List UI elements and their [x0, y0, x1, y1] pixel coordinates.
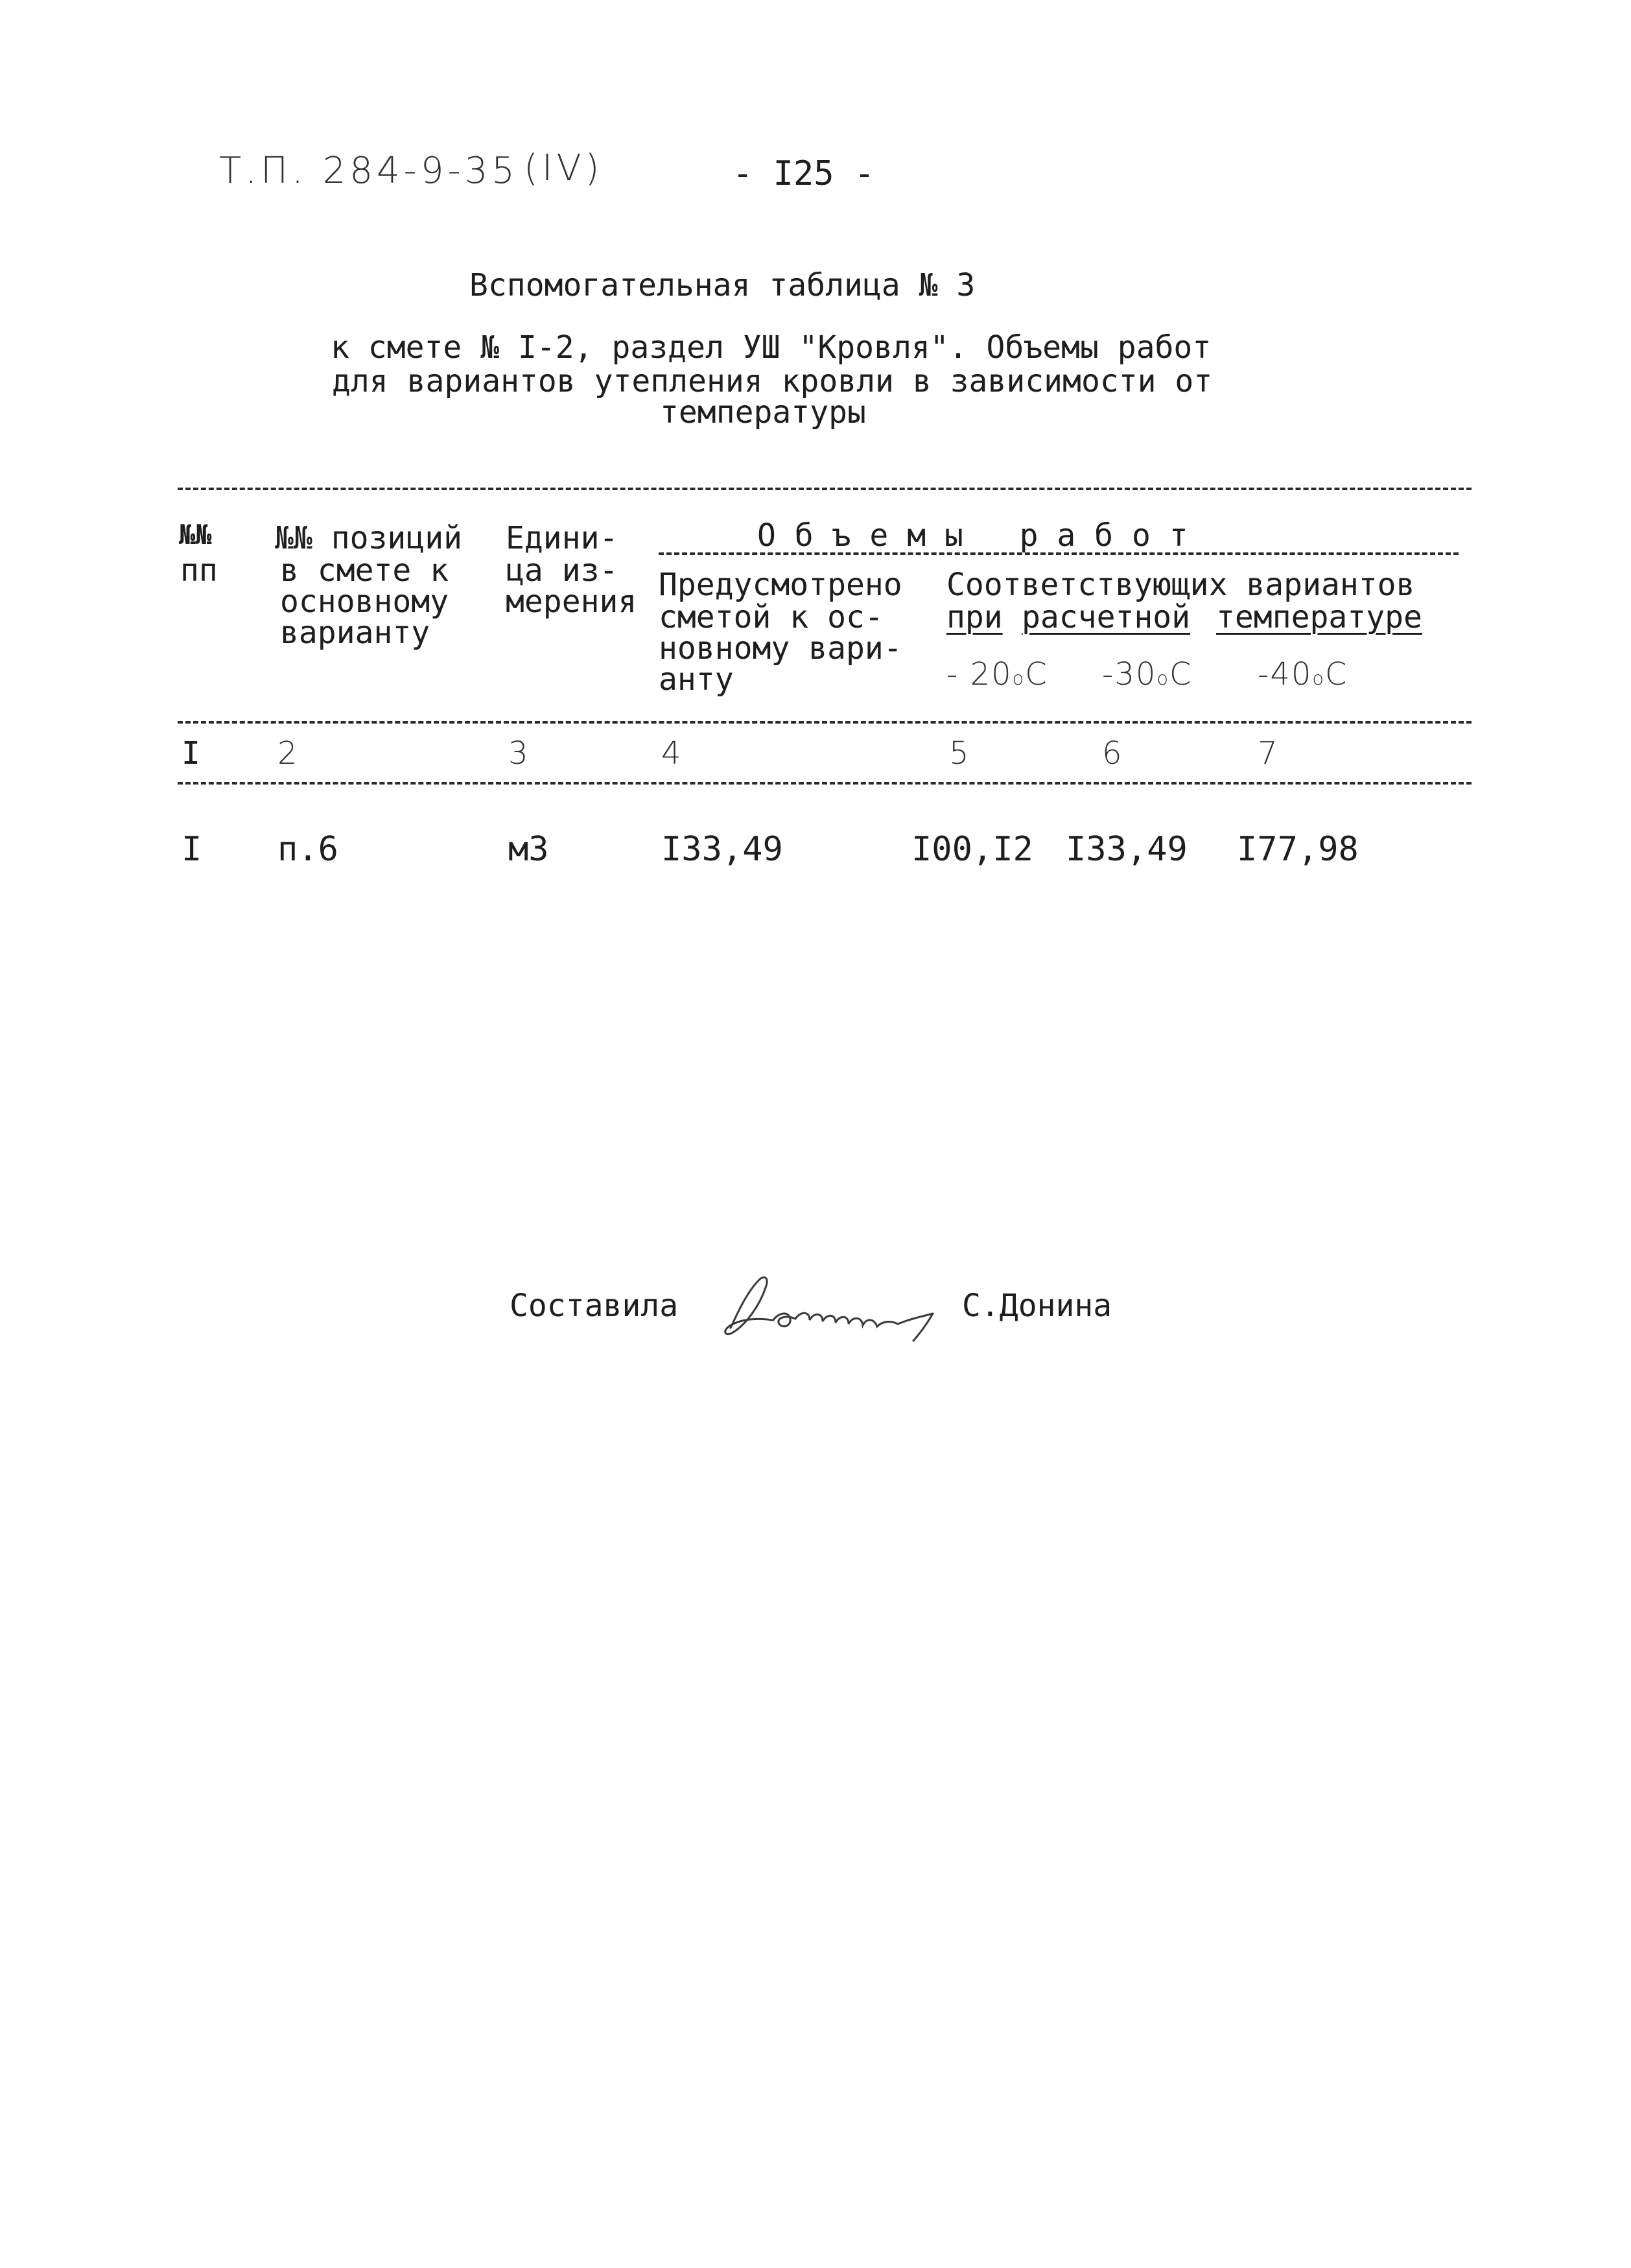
header-variants-word-temperature: температуре	[1216, 599, 1422, 635]
header-col-position-line-3: основному	[280, 584, 449, 620]
subtitle-line-3: температуры	[660, 394, 866, 431]
header-variants-word-pri: при	[946, 599, 1003, 635]
column-number: 3	[508, 735, 532, 772]
header-col-unit-line-1: Едини-	[506, 520, 618, 556]
cell-position: п.6	[277, 830, 338, 869]
header-col-number-line-1: №№	[179, 519, 212, 550]
page-number: - I25 -	[733, 154, 875, 193]
column-number: 7	[1258, 735, 1282, 772]
document-code: Т.П. 284-9-35	[219, 150, 519, 192]
header-col-unit-line-3: мерения	[506, 584, 637, 620]
header-col-unit-line-2: ца из-	[506, 552, 618, 589]
cell-volume-minus-30: I33,49	[1066, 830, 1188, 869]
header-col-position-line-1: №№ позиций	[275, 520, 462, 556]
cell-unit: м3	[508, 830, 549, 869]
header-bottom-rule	[178, 721, 1472, 724]
header-col-planned-line-3: новному вари-	[659, 630, 902, 667]
header-temp-minus-30: -30$^o$C	[1102, 656, 1193, 692]
header-col-planned-line-2: сметой к ос-	[659, 599, 884, 635]
column-numbers-bottom-rule	[178, 782, 1472, 785]
subtitle-line-2: для вариантов утепления кровли в зависимости от	[332, 363, 1213, 399]
header-col-planned-line-4: анту	[659, 661, 734, 698]
header-col-position-line-4: варианту	[280, 615, 430, 651]
document-part: (IV)	[524, 147, 604, 189]
cell-planned-volume: I33,49	[661, 830, 783, 869]
header-variants-line-1: Соответствующих вариантов	[946, 567, 1415, 603]
table-title: Вспомогательная таблица № 3	[469, 267, 976, 303]
signature-image	[707, 1262, 953, 1333]
header-temp-minus-20: - 20$^o$C	[946, 656, 1048, 692]
header-temp-minus-40: -40$^o$C	[1258, 656, 1348, 692]
column-number: 5	[949, 735, 973, 772]
header-col-number-line-2: пп	[180, 552, 218, 589]
cell-row-number: I	[182, 830, 202, 869]
cell-volume-minus-40: I77,98	[1237, 830, 1359, 869]
column-number: 6	[1102, 735, 1126, 772]
header-col-planned-line-1: Предусмотрено	[659, 567, 902, 603]
column-number: 4	[661, 735, 685, 772]
table-top-rule	[178, 488, 1472, 490]
cell-volume-minus-20: I00,I2	[911, 830, 1033, 869]
group-header-volumes: О б ъ е м ы р а б о т	[752, 520, 1193, 551]
column-number: I	[182, 735, 200, 772]
subtitle-line-1: к смете № I-2, раздел УШ "Кровля". Объемы работ	[331, 329, 1212, 366]
column-number: 2	[277, 735, 301, 772]
compiled-by-label: Составила	[510, 1288, 679, 1324]
header-col-position-line-2: в смете к	[280, 552, 449, 589]
compiled-by-name: С.Донина	[962, 1288, 1112, 1324]
header-variants-word-raschetnoy: расчетной	[1022, 599, 1191, 635]
